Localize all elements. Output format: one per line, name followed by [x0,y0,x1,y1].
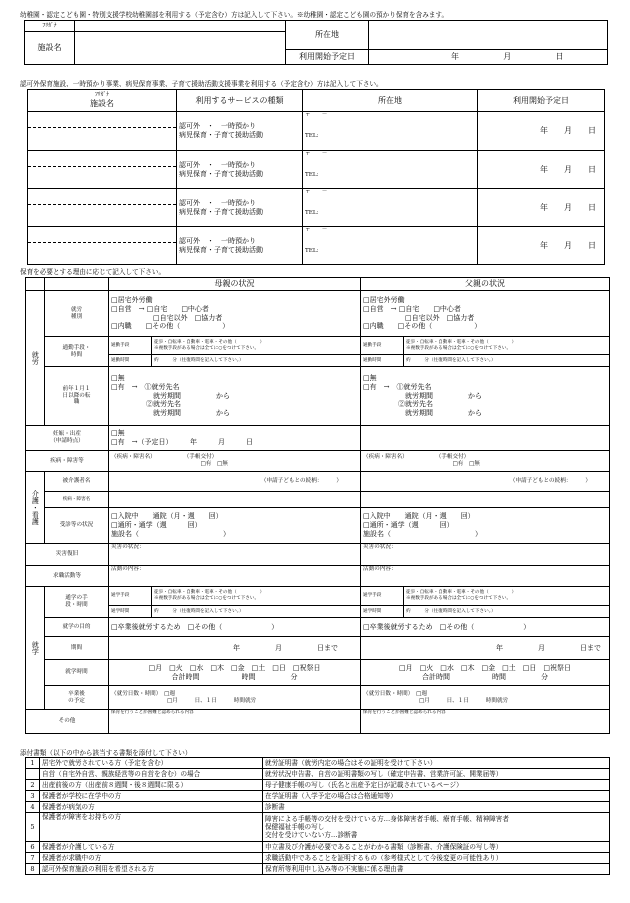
mother-hospital-status[interactable]: □入院中 通院（月・週 回） [111,512,223,521]
work-type-label: 就労 [70,306,83,313]
facility-name-input[interactable] [28,112,177,151]
attachment-case: 認可外保育施設の利用を希望される方 [40,864,263,875]
facility-name-input[interactable] [28,189,177,227]
mother-work-type-opt4[interactable]: □内職 □その他（ ） [111,322,230,331]
attachment-document-line: 障害による手帳等の交付を受けている方…身体障害者手帳、療育手帳、精神障害者 [265,814,509,823]
attachment-number: 8 [26,864,40,875]
father-illness-name[interactable]: （疾病・障害名） （手帳交付） [363,454,470,461]
mother-commute-options[interactable]: 徒歩・自転車・自動車・電車・その他（ ） [154,339,265,345]
attachment-document-line: 交付を受けていない方…診断書 [265,831,358,840]
tel-label[interactable]: TEL: [305,247,319,254]
father-jobhunt-input[interactable]: 活動の内容： [361,566,610,587]
postal-code[interactable]: 〒 － [305,189,328,195]
attachment-row [26,769,610,780]
childcare-reason-table [25,277,610,734]
mother-handbook-choice[interactable]: □有 □無 [111,461,228,467]
month-label: 月 [503,52,512,61]
mother-purpose-options[interactable]: □卒業後就労するため □その他（ ） [109,618,361,637]
mother-other-input[interactable]: 保育を行うことが困難と認められる内容 [109,710,361,734]
attachment-case: 自営（自宅外自営、親族経営等の自営を含む）の場合 [40,769,263,780]
job-change-label: 前年１月１ [62,385,91,392]
service-option-line1[interactable]: 認可外 ・ 一時預かり [179,122,256,131]
mother-commute-method-label: 通勤手段 [109,337,152,355]
study-time-label: 就学時間 [45,660,109,686]
mother-school-note: ※複数手段がある場合は全てに○をつけて下さい。 [154,596,260,601]
service-row [28,227,605,265]
start-date-input[interactable]: 年 月 日 [478,112,605,151]
father-study-days[interactable]: □月 □火 □水 □木 □金 □土 □日 □祝祭日 [399,663,571,672]
father-work-type-opt1[interactable]: □居宅外労働 [363,296,405,304]
school-commute-label: 通学の手 [65,595,88,602]
attachment-document-line: 申立書及び介護が必要であることがわかる書類（診断書、介護保険証の写し等） [265,842,503,851]
mother-job-change-yes[interactable]: □有 → ①就労先名 [111,382,180,391]
father-school-method-label: 通学手段 [361,587,404,606]
father-header: 父親の状況 [361,278,610,291]
mother-commute-note: ※複数手段がある場合は全てに○をつけて下さい。 [154,345,260,351]
mother-period-input[interactable]: 年 月 日まで [109,637,361,660]
attachment-document-line: 保健福祉手帳の写し [265,822,325,831]
childcare-services-table [27,89,605,265]
pregnancy-yes-due-date[interactable]: □有 →（予定日） 年 月 日 [111,438,253,446]
mother-after-grad-week[interactable]: （就労日数・時間） □週 [111,690,176,697]
father-other-input[interactable]: 保育を行うことが困難と認められる内容 [361,710,610,734]
start-date-input[interactable]: 年 月 日 [478,189,605,227]
address-header: 所在地 [303,90,478,112]
after-grad-label: 卒業後 [68,690,85,697]
attachment-document-line: 就労状況申告書、自営の証明書類の写し（確定申告書、営業許可証、開業届等） [265,769,503,778]
service-row [28,189,605,227]
attachment-number: 1 [26,758,40,769]
father-work-type-opt2[interactable]: □自営 → □自宅 □中心者 [363,304,461,313]
attachment-case: 出産前後の方（出産前８週間・後８週間に限る） [40,780,263,791]
facility-name-input[interactable] [75,32,286,65]
facility-name-header: 施設名 [90,98,114,108]
father-after-grad-month[interactable]: □月 日、１日 時間就労 [363,697,509,704]
service-option-line1[interactable]: 認可外 ・ 一時預かり [179,236,256,245]
service-option-line2[interactable]: 病児保育・子育て援助活動 [179,169,263,178]
start-date-input[interactable] [369,50,608,65]
attachment-document [263,769,610,780]
furigana-input[interactable] [75,21,286,32]
job-change-label-2: 日以降の転 [62,392,91,399]
mother-school-method-label: 通学手段 [109,587,152,606]
mother-commute-time-input[interactable]: 約 分（往復時間を記入して下さい。） [152,355,361,367]
kindergarten-table [24,20,608,65]
attachment-document-line: 保育所等利用申し込み等の不実施に係る理由書 [265,864,404,873]
attachments-table [25,757,610,875]
mother-cared-illness-input[interactable] [109,492,361,508]
attachment-row [26,791,610,802]
attachment-document-line: 診断書 [265,802,285,811]
address-input[interactable] [369,21,608,50]
service-option-line1[interactable]: 認可外 ・ 一時預かり [179,198,256,207]
attachment-case: 保護者が病気の方 [40,802,263,813]
mother-jobhunt-input[interactable]: 活動の内容： [109,566,361,587]
father-purpose-options[interactable]: □卒業後就労するため □その他（ ） [361,618,610,637]
furigana-label-2: ﾌﾘｶﾞﾅ [95,92,109,98]
attachment-document [263,864,610,875]
attachment-number: 2 [26,780,40,791]
school-commute-label-2: 段・時間 [65,602,88,608]
mother-cared-relation[interactable]: （申請子どもとの続柄： ） [109,472,361,492]
service-option-line2[interactable]: 病児保育・子育て援助活動 [179,245,263,254]
postal-code[interactable]: 〒 － [305,112,328,118]
start-date-header: 利用開始予定日 [478,90,605,112]
attachment-document [263,802,610,813]
cared-illness-label: 疾病・障害名 [45,492,109,508]
jobhunt-label: 求職活動等 [26,566,109,587]
mother-study-total[interactable]: 合計時間 時間 分 [171,672,298,681]
attachment-document [263,780,610,791]
father-commute-options[interactable]: 徒歩・自転車・自動車・電車・その他（ ） [406,339,517,345]
mother-commute-time-label: 通勤時間 [109,355,152,367]
father-commute-method-label: 通勤手段 [361,337,404,355]
furigana-label: ﾌﾘｶﾞﾅ [25,21,75,32]
mother-facility-visit[interactable]: □通所・通学（週 回） [111,521,202,530]
attachment-number: 4 [26,802,40,813]
mother-study-days[interactable]: □月 □火 □水 □木 □金 □土 □日 □祝祭日 [148,663,321,672]
father-cared-illness-input[interactable] [361,492,610,508]
commute-label: 通勤手段・ [62,344,91,351]
service-row [28,151,605,189]
mother-school-time-input[interactable]: 約 分（往復時間を記入して下さい。） [152,606,361,618]
illness-label: 疾病・障害等 [26,451,109,472]
father-commute-time-input[interactable]: 約 分（往復時間を記入して下さい。） [404,355,610,367]
mother-school-time-label: 通学時間 [109,606,152,618]
father-disaster-input[interactable]: 災害の状況： [361,544,610,566]
receiving-label: 受診等の状況 [45,508,109,544]
attachment-document [263,842,610,853]
start-date-label: 利用開始予定日 [286,50,369,65]
service-option-line2[interactable]: 病児保育・子育て援助活動 [179,207,263,216]
attachment-document-line: 就労証明書（就労内定の場合はその証明を受けて下さい） [265,758,437,767]
mother-disaster-input[interactable]: 災害の状況： [109,544,361,566]
attachments-title: 添付書類（以下の中から該当する書類を添付して下さい） [20,749,192,757]
cared-person-label: 被介護者名 [45,472,109,492]
mother-work-type-opt2[interactable]: □自営 → □自宅 □中心者 [111,304,209,313]
work-type-label-2: 種別 [70,313,83,320]
postal-code[interactable]: 〒 － [305,227,328,233]
mother-job-name-2[interactable]: ②就労先名 [111,400,181,409]
attachment-row [26,802,610,813]
father-pregnancy-blank [361,426,610,451]
attachment-row [26,780,610,791]
attachment-case: 保護者が求職中の方 [40,853,263,864]
father-cared-relation[interactable]: （申請子どもとの続柄： ） [361,472,610,492]
care-category: 介護・看護 [26,472,45,544]
attachment-case: 保護者が学校に在学中の方 [40,791,263,802]
mother-school-options[interactable]: 徒歩・自転車・自動車・電車・その他（ ） [154,590,265,596]
father-job-change-yes[interactable]: □有 → ①就労先名 [363,382,432,391]
father-job-change-none[interactable]: □無 [363,374,377,383]
father-job-period-1[interactable]: 就労期間 から [363,391,482,400]
mother-work-type-opt3[interactable]: □自宅以外 □協力者 [111,313,223,322]
attachment-row [26,864,610,875]
work-category: 就労 [26,291,45,426]
service-row [28,112,605,151]
period-label: 期間 [45,637,109,660]
attachment-number [26,769,40,780]
father-job-period-2[interactable]: 就労期間 から [363,409,482,418]
mother-job-period-1[interactable]: 就労期間 から [111,391,230,400]
father-commute-time-label: 通勤時間 [361,355,404,367]
attachment-row [26,813,610,842]
father-work-type-opt4[interactable]: □内職 □その他（ ） [363,322,482,331]
other-label: その他 [26,710,109,734]
tel-label[interactable]: TEL: [305,209,319,216]
facility-name-input[interactable] [28,151,177,189]
purpose-label: 就学の目的 [45,618,109,637]
attachment-row [26,853,610,864]
father-study-total[interactable]: 合計時間 時間 分 [422,672,548,681]
attachment-number: 6 [26,842,40,853]
service-option-line2[interactable]: 病児保育・子育て援助活動 [179,131,263,139]
father-school-note: ※複数手段がある場合は全てに○をつけて下さい。 [406,596,512,601]
study-category: 就学 [26,587,45,710]
attachment-number: 7 [26,853,40,864]
section3-note: 保育を必要とする理由に応じて記入して下さい。 [20,268,166,276]
mother-work-type-opt1[interactable]: □居宅外労働 [111,296,153,304]
father-commute-note: ※複数手段がある場合は全てに○をつけて下さい。 [406,345,512,351]
attachment-document-line: 母子健康手帳の写し（氏名と出産予定日が記載されているページ） [265,780,463,789]
attachment-case: 保護者が障害をお持ちの方 [40,813,263,842]
attachment-row [26,842,610,853]
father-facility-name[interactable]: 施設名（ ） [363,529,482,538]
father-school-time-label: 通学時間 [361,606,404,618]
father-handbook-choice[interactable]: □有 □無 [363,461,480,467]
disaster-label: 災害復旧 [26,544,109,566]
attachment-number: 3 [26,791,40,802]
facility-name-input[interactable] [28,227,177,265]
father-school-options[interactable]: 徒歩・自転車・自動車・電車・その他（ ） [406,590,517,596]
job-change-label-3: 職 [73,399,80,406]
address-label: 所在地 [286,21,369,50]
attachment-document [263,758,610,769]
attachment-case: 保護者が介護している方 [40,842,263,853]
father-facility-visit[interactable]: □通所・通学（週 回） [363,521,454,530]
attachment-document-line: 求職活動中であることを証明するもの（参考様式として今後変更の可能性あり） [265,853,503,862]
year-label: 年 [451,52,459,61]
father-school-time-input[interactable]: 約 分（往復時間を記入して下さい。） [404,606,610,618]
mother-job-period-2[interactable]: 就労期間 から [111,409,230,418]
start-date-input[interactable]: 年 月 日 [478,227,605,265]
father-work-type-opt3[interactable]: □自宅以外 □協力者 [363,313,475,322]
after-grad-label-2: の予定 [68,697,85,704]
father-job-name-2[interactable]: ②就労先名 [363,400,433,409]
section1-note: 幼稚園・認定こども園・特別支援学校幼稚園部を利用する（予定含む）方は記入して下さい。※幼稚園・認定こども園の預かり保育を含みます。 [20,11,449,19]
mother-job-change-none[interactable]: □無 [111,374,125,383]
pregnancy-label: 妊娠・出産 [53,431,81,438]
mother-facility-name[interactable]: 施設名（ ） [111,529,230,538]
section2-note: 認可外保育施設、一時預かり事業、病児保育事業、子育て援助活動支援事業を利用する（予定含む）方は記入して下さい。 [20,80,383,88]
father-hospital-status[interactable]: □入院中 通院（月・週 回） [363,512,475,521]
attachment-case: 居宅外で就労されている方（予定を含む） [40,758,263,769]
service-type-header: 利用するサービスの種類 [177,90,303,112]
facility-name-label: 施設名 [25,32,75,65]
day-label: 日 [555,52,564,61]
father-after-grad-week[interactable]: （就労日数・時間） □週 [363,690,428,697]
start-date-input[interactable]: 年 月 日 [478,151,605,189]
mother-illness-name[interactable]: （疾病・障害名） （手帳交付） [111,454,218,461]
attachment-document [263,813,610,842]
postal-code[interactable]: 〒 － [305,151,328,157]
father-period-input[interactable]: 年 月 日まで [361,637,610,660]
attachment-row [26,758,610,769]
attachment-document-line: 在学証明書（入学予定の場合は合格通知等） [265,791,397,800]
tel-label[interactable]: TEL: [305,132,319,139]
attachment-document [263,853,610,864]
mother-header: 母親の状況 [109,278,361,291]
pregnancy-label-2: （申請時点） [50,438,84,444]
mother-after-grad-month[interactable]: □月 日、１日 時間就労 [111,697,257,704]
commute-label-2: 時間 [70,351,83,358]
tel-label[interactable]: TEL: [305,171,319,178]
service-option-line1[interactable]: 認可外 ・ 一時預かり [179,160,256,169]
pregnancy-none[interactable]: □無 [111,429,125,438]
attachment-document [263,791,610,802]
attachment-number: 5 [26,813,40,842]
